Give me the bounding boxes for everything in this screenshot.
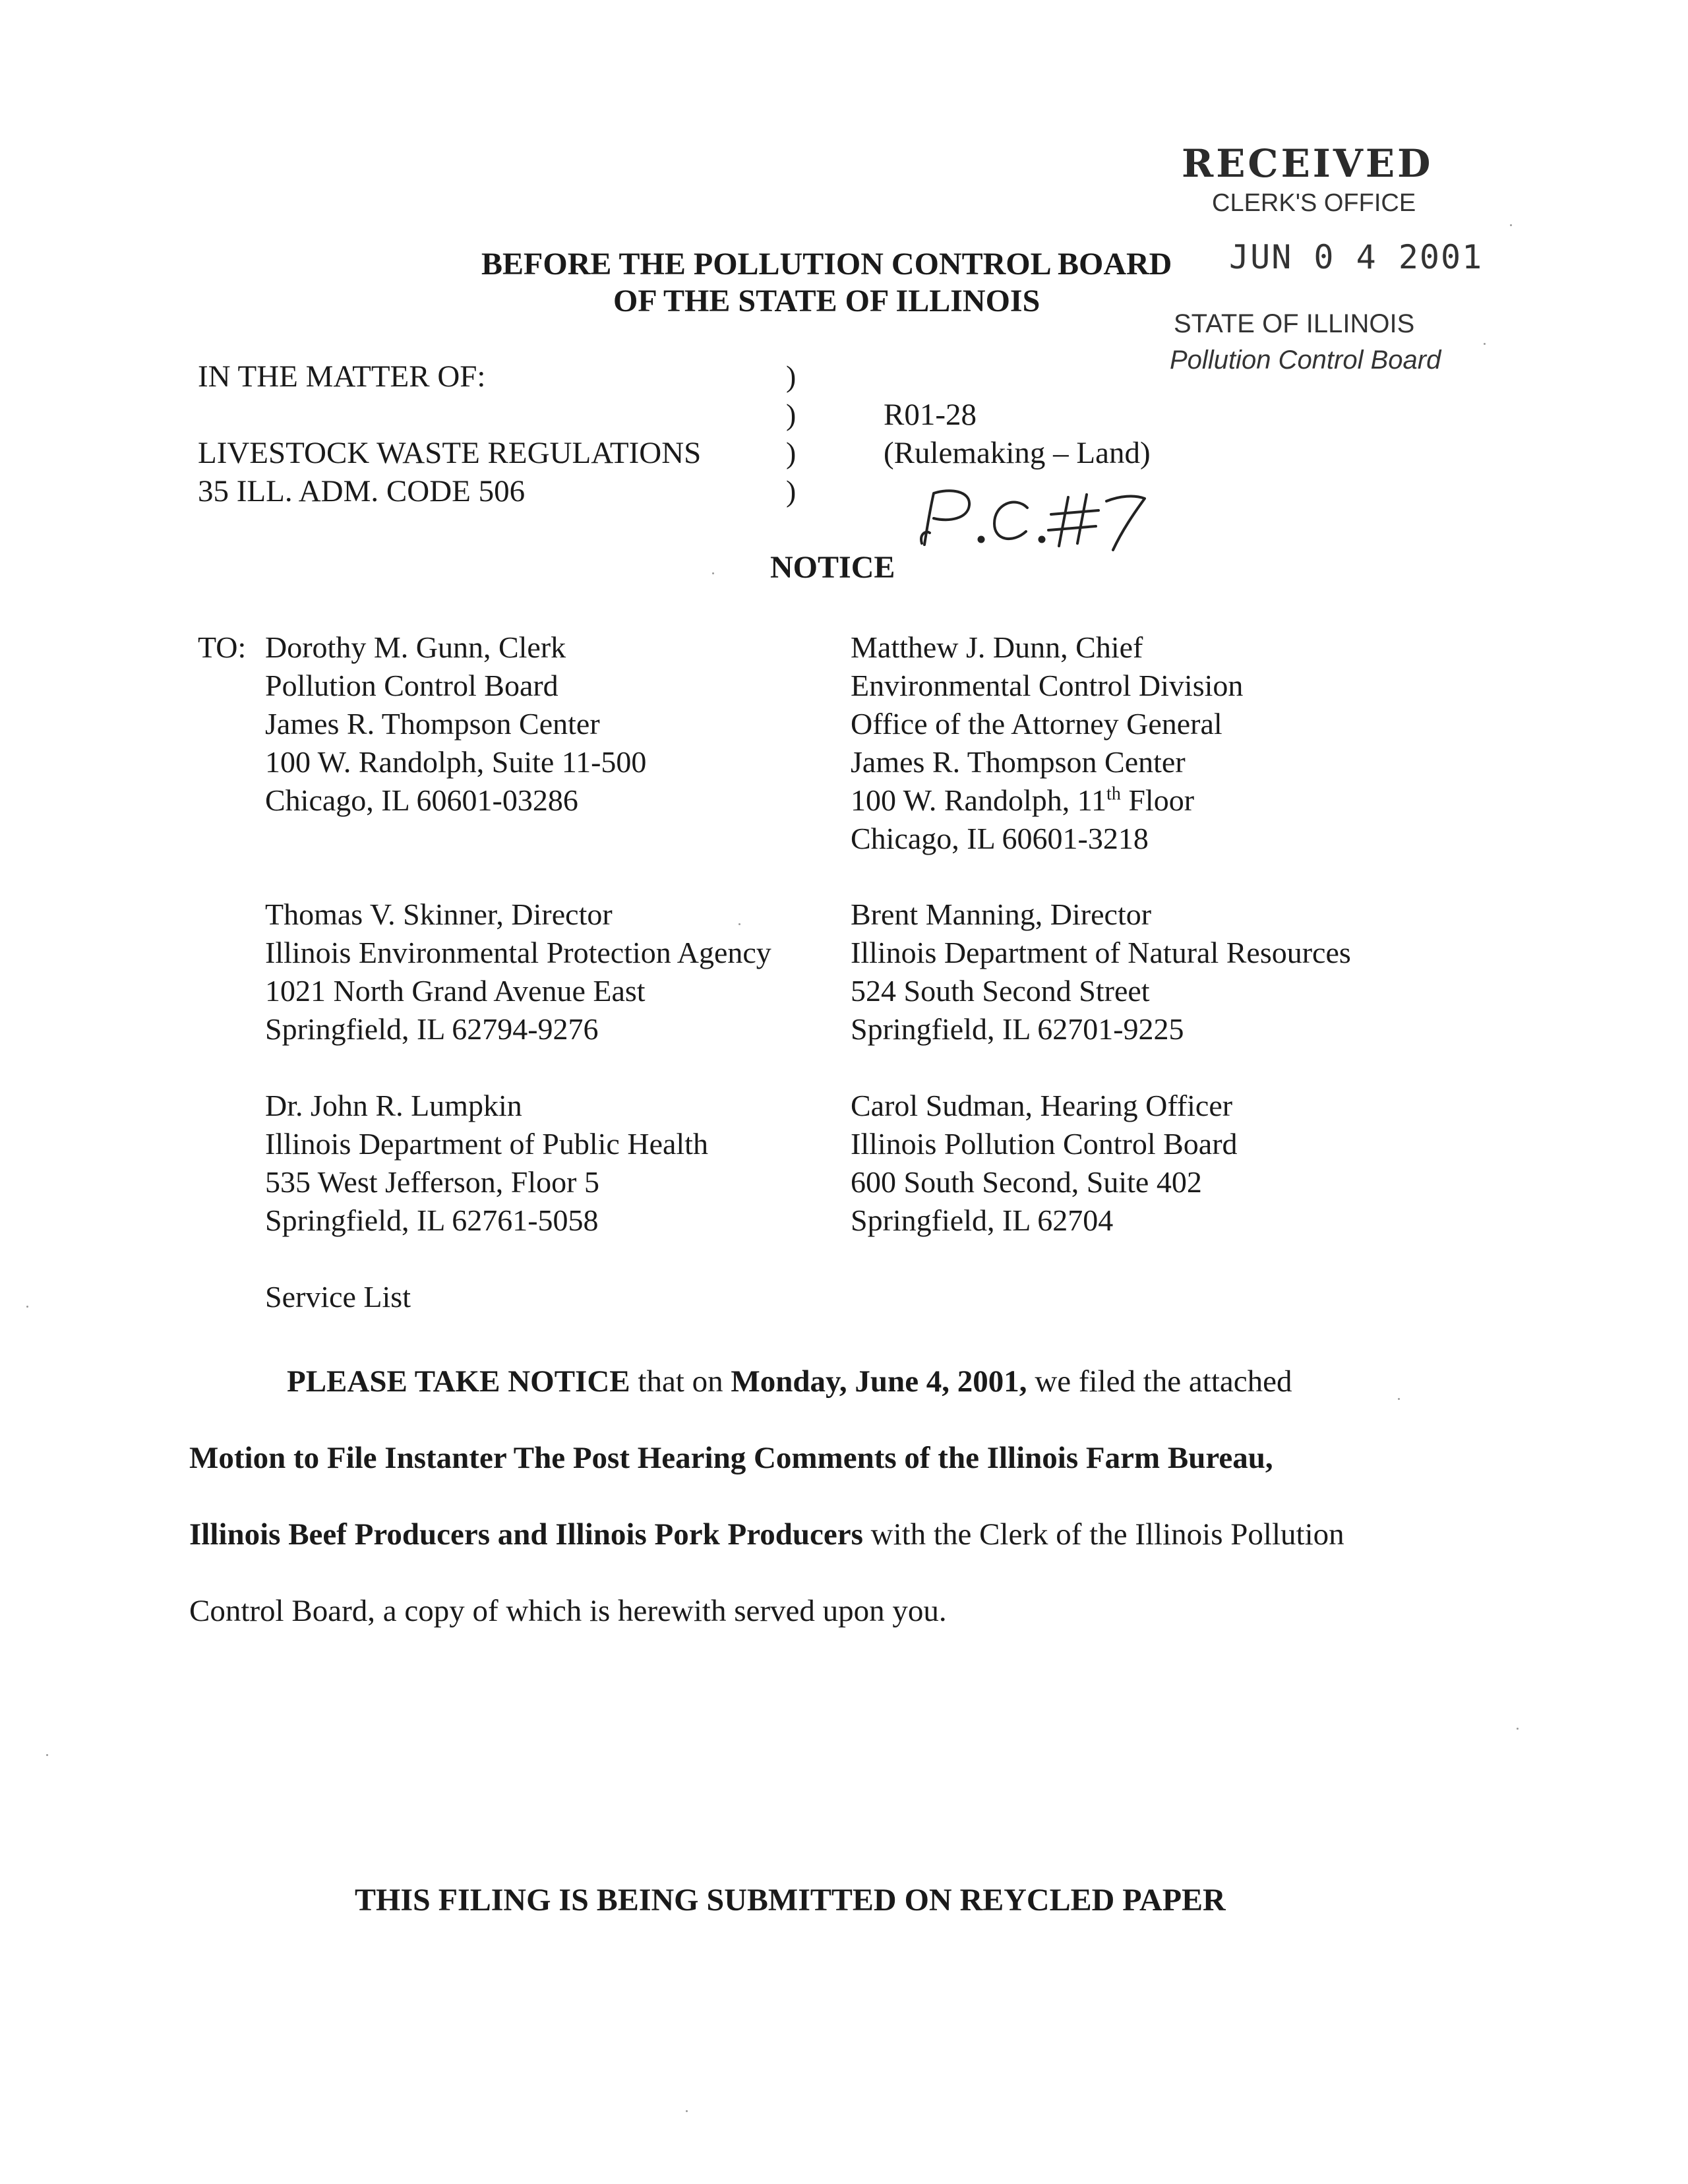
recipient-iepa: Thomas V. Skinner, Director Illinois Environmental Protection Agency 1021 North Grand Avenue East Springfield, IL 62794-9276 (265, 897, 771, 1046)
scan-speck (686, 2110, 688, 2112)
caption-subject-line1: LIVESTOCK WASTE REGULATIONS (198, 436, 702, 470)
service-list: Service List (265, 1280, 411, 1314)
docket-type: (Rulemaking – Land) (884, 436, 1151, 470)
caption-paren: ) (786, 359, 797, 393)
scan-speck (26, 1306, 28, 1308)
scan-speck (712, 572, 714, 574)
recipient-attorney-general: Matthew J. Dunn, Chief Environmental Control Division Office of the Attorney General James R. Thompson Center 100 W. Randolph, 11th Floor Chicago, IL 60601-3218 (851, 630, 1244, 855)
board-heading-line1: BEFORE THE POLLUTION CONTROL BOARD (481, 247, 1172, 282)
caption-paren: ) (786, 474, 797, 508)
to-label: TO: (198, 630, 247, 664)
caption-subject-line2: 35 ILL. ADM. CODE 506 (198, 474, 526, 508)
board-heading-line2: OF THE STATE OF ILLINOIS (613, 284, 1040, 318)
scan-speck (1484, 343, 1486, 345)
notice-title: NOTICE (770, 550, 895, 585)
scan-speck (738, 923, 740, 925)
stamp-date: JUN 0 4 2001 (1229, 238, 1484, 276)
scan-speck (1510, 224, 1512, 226)
scan-speck (1517, 1728, 1519, 1730)
recipient-idnr: Brent Manning, Director Illinois Department of Natural Resources 524 South Second Street Springfield, IL 62701-9225 (851, 897, 1351, 1046)
stamp-state: STATE OF ILLINOIS (1174, 309, 1415, 338)
docket-number: R01-28 (884, 398, 977, 432)
handwritten-annotation (910, 481, 1147, 554)
caption-paren: ) (786, 436, 797, 470)
stamp-office: CLERK'S OFFICE (1212, 189, 1416, 217)
scan-speck (46, 1754, 48, 1756)
recipient-hearing-officer: Carol Sudman, Hearing Officer Illinois Pollution Control Board 600 South Second, Suite 402 Springfield, IL 62704 (851, 1089, 1238, 1237)
notice-body: PLEASE TAKE NOTICE that on Monday, June 4, 2001, we filed the attached Motion to File Instanter The Post Hearing Comments of the Illinois Farm Bureau, Illinois Beef Producers and Illinois Pork Producers with the Clerk of the Illinois Pollution Control Board, a copy of which is herewith served upon you. (189, 1364, 1344, 1628)
in-the-matter-of: IN THE MATTER OF: (198, 359, 486, 394)
stamp-board: Pollution Control Board (1170, 346, 1441, 375)
received-stamp: RECEIVED (1182, 141, 1433, 186)
recipient-clerk: Dorothy M. Gunn, Clerk Pollution Control Board James R. Thompson Center 100 W. Randolph, Suite 11-500 Chicago, IL 60601-03286 (265, 630, 647, 817)
caption-paren: ) (786, 398, 797, 431)
scan-speck (1398, 1398, 1400, 1400)
recycled-paper-note: THIS FILING IS BEING SUBMITTED ON REYCLED PAPER (355, 1883, 1226, 1918)
recipient-public-health: Dr. John R. Lumpkin Illinois Department of Public Health 535 West Jefferson, Floor 5 Springfield, IL 62761-5058 (265, 1089, 708, 1237)
